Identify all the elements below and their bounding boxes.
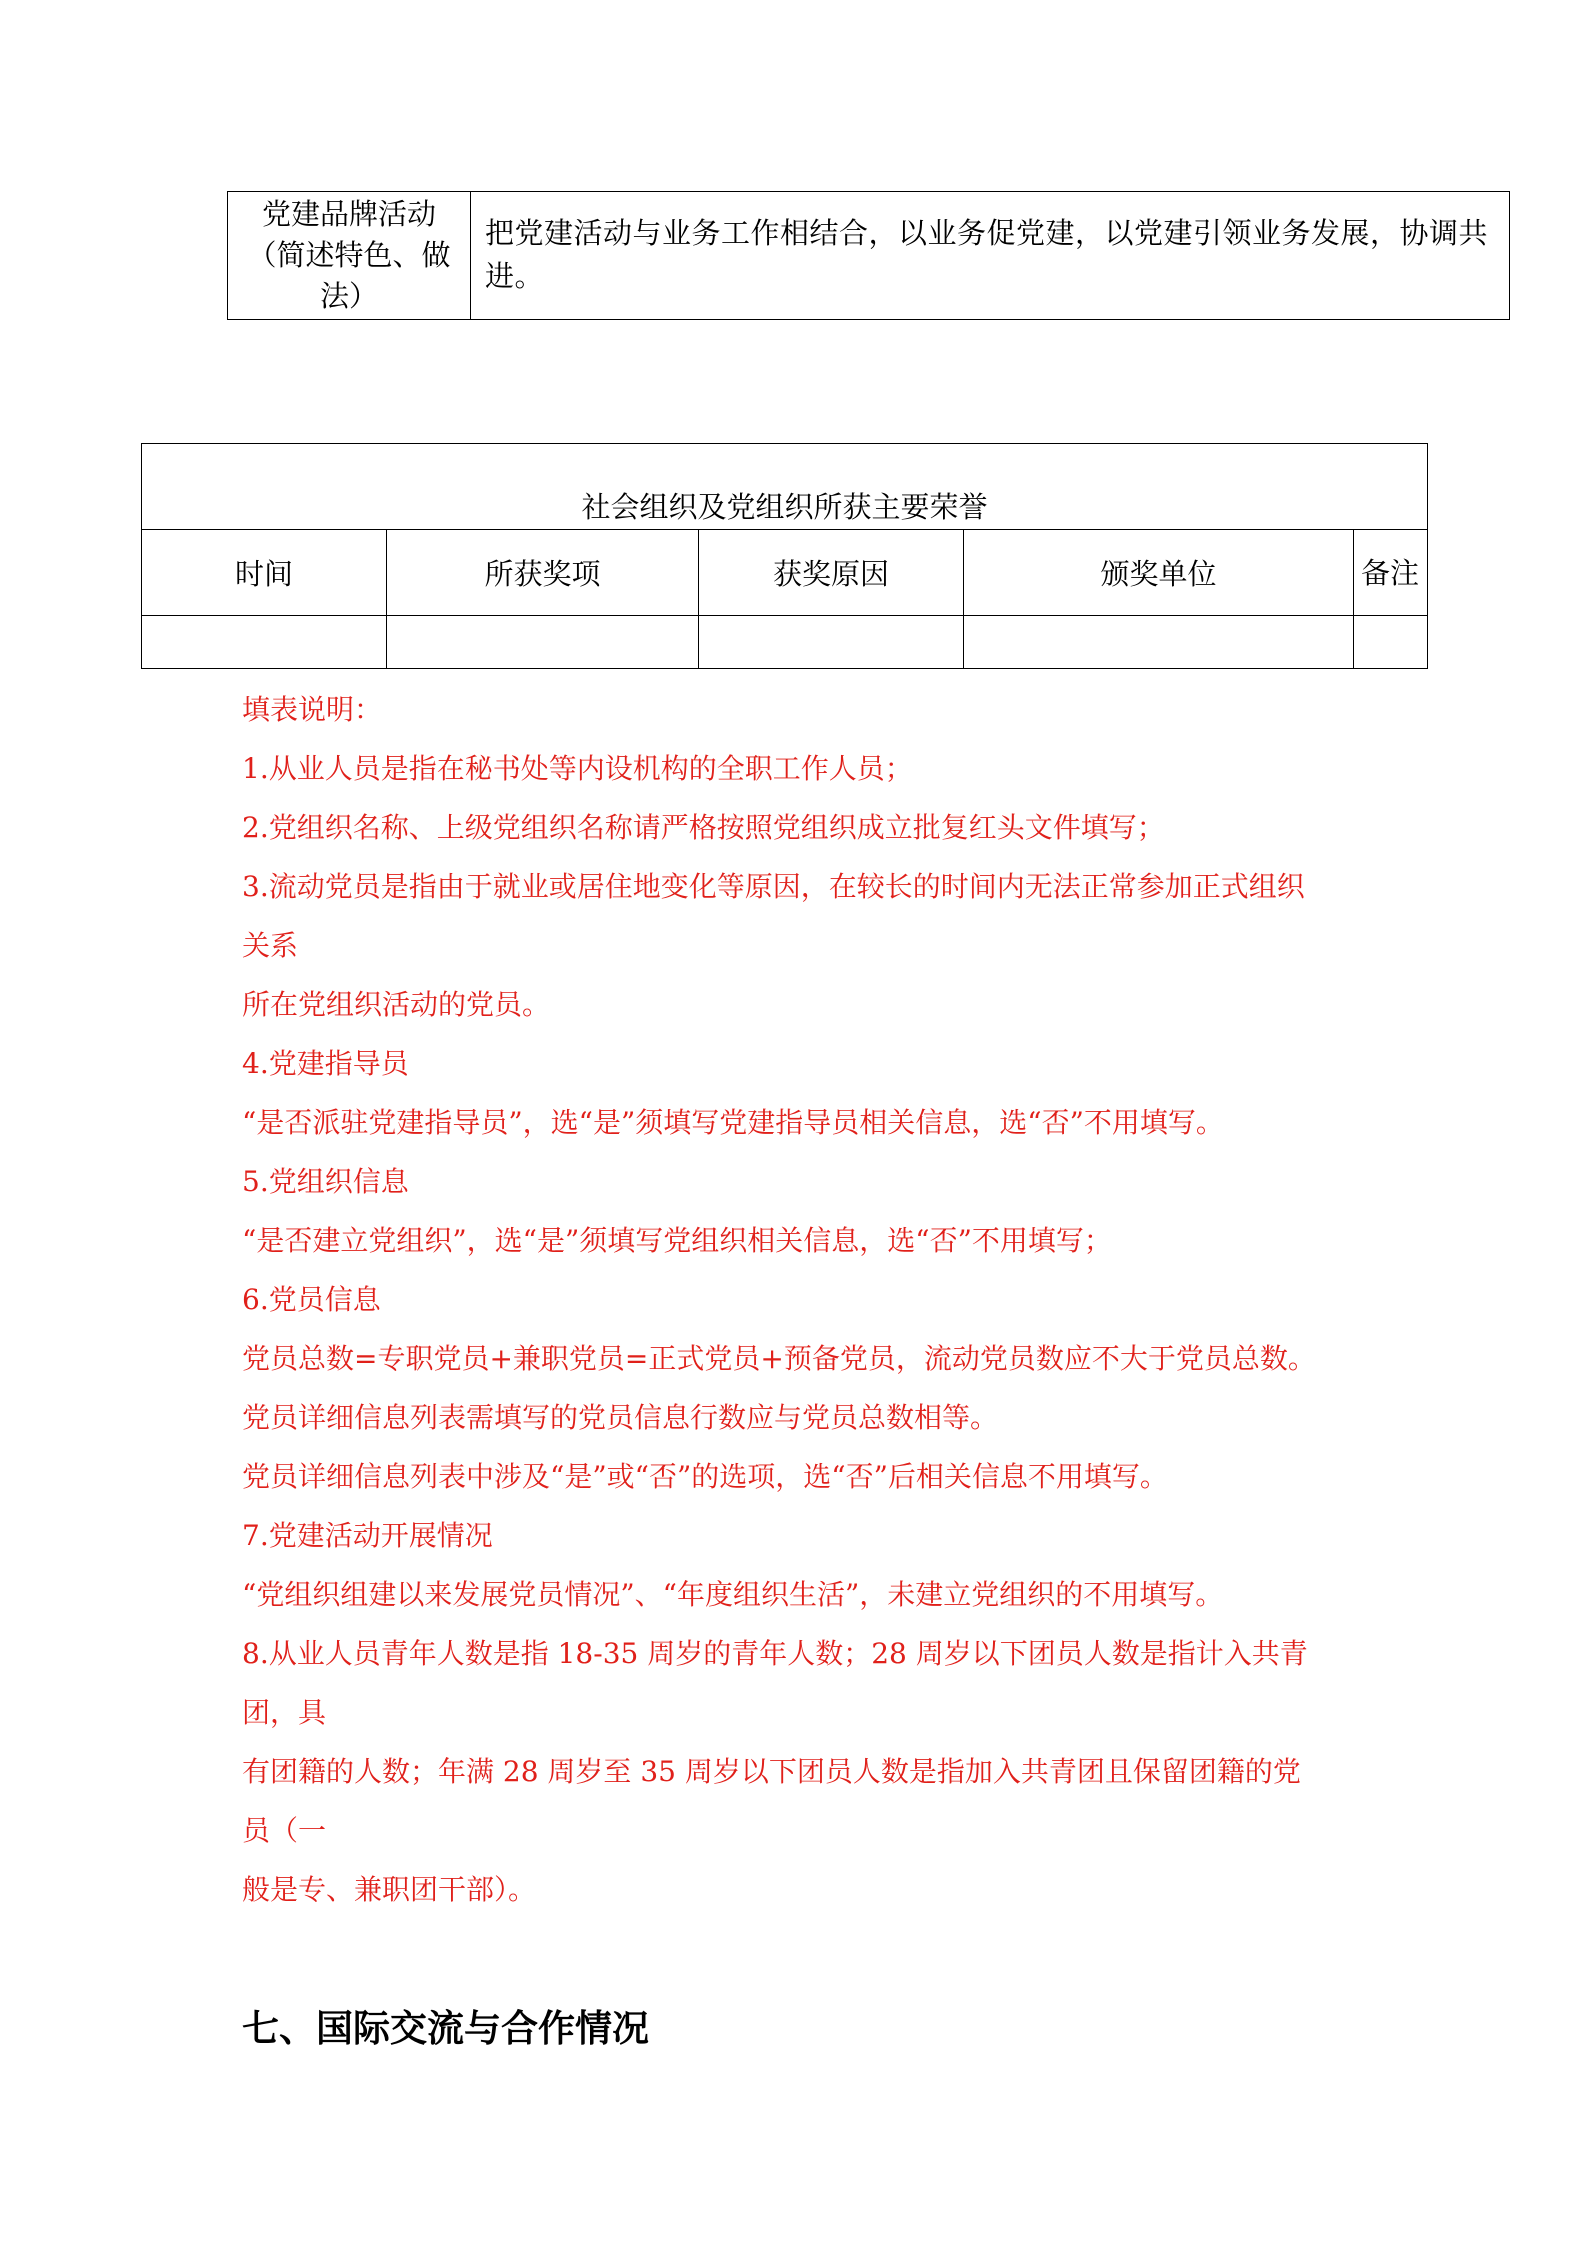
header-time: 时间 — [142, 530, 387, 615]
section-heading: 七、国际交流与合作情况 — [242, 2006, 649, 2050]
instruction-title: 填表说明： — [242, 693, 383, 726]
instruction-line: 员（一 — [242, 1814, 327, 1847]
instruction-line: 6.党员信息 — [242, 1283, 381, 1316]
honors-table-header-row — [142, 530, 1427, 616]
cell-remarks[interactable] — [1354, 616, 1426, 668]
table-row — [142, 616, 1427, 668]
instruction-line: 党员总数=专职党员+兼职党员=正式党员+预备党员，流动党员数应不大于党员总数。 — [242, 1342, 1316, 1375]
cell-reason[interactable] — [699, 616, 964, 668]
header-reason: 获奖原因 — [699, 530, 964, 615]
party-brand-activity-content: 把党建活动与业务工作相结合，以业务促党建，以党建引领业务发展，协调共进。 — [485, 216, 1489, 293]
instruction-line: 般是专、兼职团干部）。 — [242, 1873, 537, 1906]
instruction-line: 有团籍的人数；年满 28 周岁至 35 周岁以下团员人数是指加入共青团且保留团籍的党 — [242, 1755, 1301, 1788]
instruction-line: 2.党组织名称、上级党组织名称请严格按照党组织成立批复红头文件填写； — [242, 811, 1165, 844]
instruction-line: 党员详细信息列表中涉及“是”或“否”的选项，选“否”后相关信息不用填写。 — [242, 1460, 1168, 1493]
cell-award[interactable] — [387, 616, 699, 668]
instruction-line: “党组织组建以来发展党员情况”、“年度组织生活”，未建立党组织的不用填写。 — [242, 1578, 1224, 1611]
instruction-line: 5.党组织信息 — [242, 1165, 409, 1198]
party-brand-activity-table — [227, 191, 1510, 320]
instruction-line: 关系 — [242, 929, 299, 962]
honors-table-title: 社会组织及党组织所获主要荣誉 — [142, 444, 1427, 530]
instruction-line: 所在党组织活动的党员。 — [242, 988, 551, 1021]
header-award: 所获奖项 — [387, 530, 699, 615]
instruction-line: “是否建立党组织”，选“是”须填写党组织相关信息，选“否”不用填写； — [242, 1224, 1112, 1257]
header-issuer: 颁奖单位 — [964, 530, 1354, 615]
honors-table — [141, 443, 1428, 669]
instruction-line: 8.从业人员青年人数是指 18-35 周岁的青年人数；28 周岁以下团员人数是指计入共青 — [242, 1637, 1308, 1670]
party-brand-activity-label: 党建品牌活动（简述特色、做法） — [228, 192, 471, 319]
header-remarks: 备注 — [1360, 555, 1419, 590]
cell-issuer[interactable] — [964, 616, 1354, 668]
instruction-line: 7.党建活动开展情况 — [242, 1519, 493, 1552]
instruction-line: 党员详细信息列表需填写的党员信息行数应与党员总数相等。 — [242, 1401, 999, 1434]
instruction-line: “是否派驻党建指导员”，选“是”须填写党建指导员相关信息，选“否”不用填写。 — [242, 1106, 1224, 1139]
cell-time[interactable] — [142, 616, 387, 668]
instruction-line: 3.流动党员是指由于就业或居住地变化等原因，在较长的时间内无法正常参加正式组织 — [242, 870, 1305, 903]
instruction-line: 4.党建指导员 — [242, 1047, 409, 1080]
instruction-line: 团，具 — [242, 1696, 327, 1729]
instruction-line: 1.从业人员是指在秘书处等内设机构的全职工作人员； — [242, 752, 913, 785]
